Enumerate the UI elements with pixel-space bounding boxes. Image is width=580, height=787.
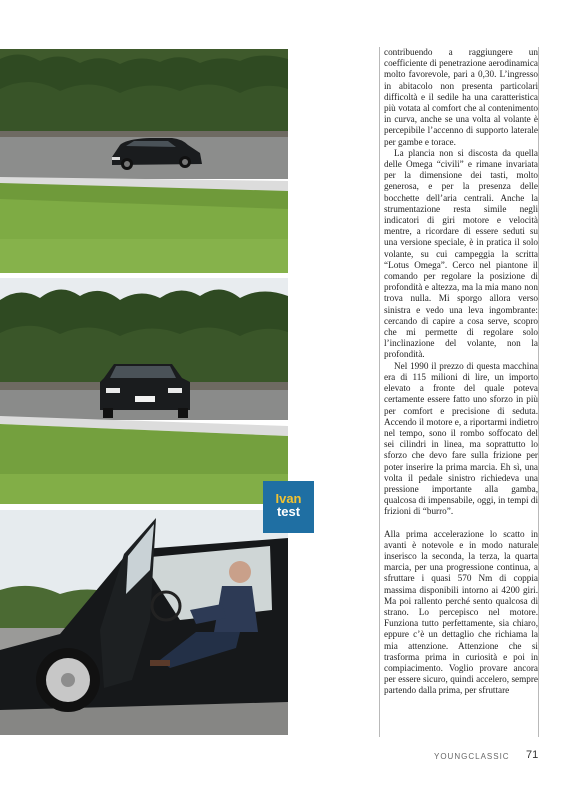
photo-driver-in-car xyxy=(0,510,288,735)
photo-driver-in-car-image xyxy=(0,510,288,735)
section-badge xyxy=(263,481,314,533)
article-paragraph-3: Nel 1990 il prezzo di questa macchina era di 115 milioni di lire, un importo elevato a fronte del quale poteva certamente essere fatto uno sforzo in più per comfort e precisione di seduta. Accendo il motore e, a riportarmi indietro nel tempo, sono il rombo soffocato del sei cilindri in linea, ma soprattutto lo sforzo che devo fare sulla frizione per poter inserire la prima marcia. Eh sì, una volta il pedale sinistro richiedeva una pressione importante alla gamba, qualcosa di impensabile, oggi, in tempi di frizioni di “burro”. xyxy=(384,360,538,517)
article-paragraph-4: Alla prima accelerazione lo scatto in avanti è notevole e in modo naturale inserisco la seconda, la terza, la quarta marcia, per una progressione continua, a sfruttare i quasi 570 Nm di coppia massima disponibili intorno ai 4200 giri. Ma poi rallento perché sento qualcosa di strano. Lo percepisco nel motore. Funziona tutto perfettamente, sia chiaro, eppure c’è un dettaglio che richiama la mia attenzione. Attenzione che si trasforma prima in curiosità e poi in compiacimento. Voglio provare ancora per essere sicuro, quindi accelero, sempre partendo dalla prima, per sfruttare xyxy=(384,528,538,696)
article-paragraph-2: La plancia non si discosta da quella delle Omega “civili” e rimane invariata per la dimensione dei tasti, molto generosa, e per la presenza delle bocchette dell’aria centrali. Anche la strumentazione resta simile negli indicatori di giri motore e velocità mentre, a ricordare di essere seduti su una versione speciale, è in pratica il solo volante, su cui campeggia la scritta “Lotus Omega”. Cerco nel piantone il comando per regolare la posizione di profondità e altezza, ma la mia mano non trova nulla. Mi sporgo allora verso sinistra e vedo una leva ingombrante: cercando di capire a cosa serve, scopro che mi permette di regolare solo l’inclinazione del volante, non la profondità. xyxy=(384,147,538,360)
photo-car-on-track-side xyxy=(0,49,288,273)
photo-car-on-track-side-image xyxy=(0,49,288,273)
section-badge-line2: test xyxy=(276,504,301,519)
article-column xyxy=(379,47,539,737)
magazine-name: YOUNGCLASSIC xyxy=(434,752,510,761)
page-number: 71 xyxy=(526,749,539,761)
photo-car-on-track-front xyxy=(0,278,288,504)
photo-car-on-track-front-image xyxy=(0,278,288,504)
article-paragraph-1: contribuendo a raggiungere un coefficiente di penetrazione aerodinamica molto favorevole, pari a 0,30. L’ingresso in abitacolo non presenta particolari difficoltà e il sedile ha una caratteristica più votata al comfort che al contenimento in curva, anche se una volta al volante è percepibile l’accenno di supporto laterale per gambe e torace. xyxy=(384,47,538,147)
section-badge-line1: Ivan xyxy=(275,491,302,506)
